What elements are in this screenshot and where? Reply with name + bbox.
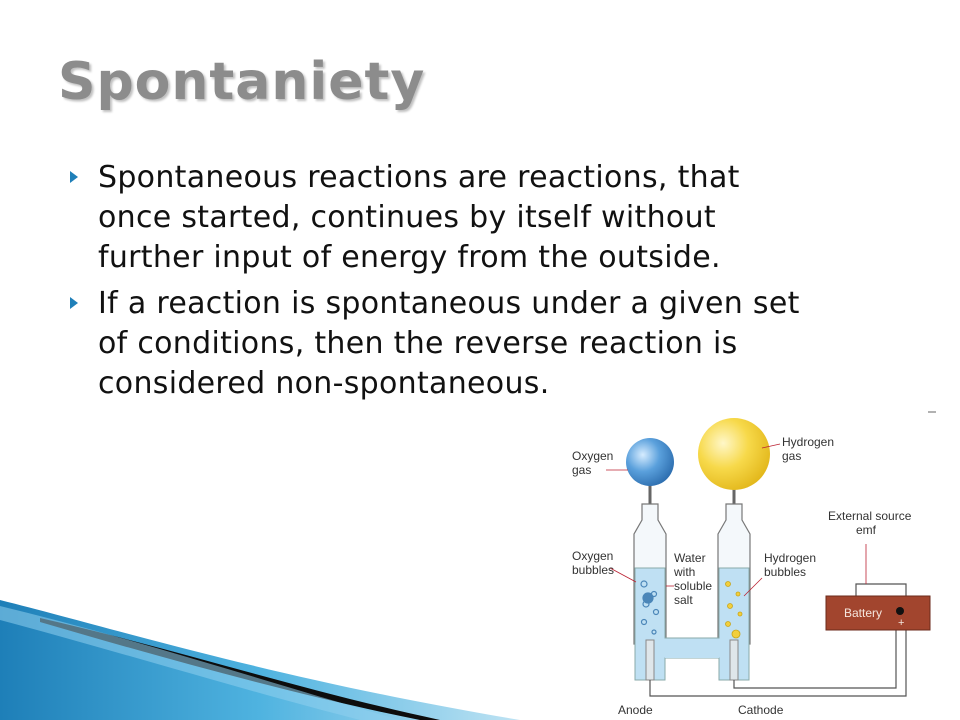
bullet-arrow-icon xyxy=(70,171,78,183)
label-hydrogen-bubbles: bubbles xyxy=(764,565,807,579)
label-hydrogen-gas: Hydrogen xyxy=(782,435,835,449)
battery-label: Battery xyxy=(844,606,883,620)
label-water: with xyxy=(674,565,696,579)
label-water: soluble xyxy=(674,579,713,593)
label-oxygen-bubbles: bubbles xyxy=(572,563,615,577)
label-hydrogen-gas: gas xyxy=(782,449,802,463)
label-external-source: External source xyxy=(828,509,912,523)
label-anode: Anode xyxy=(618,703,653,717)
bullet-line: Spontaneous reactions are reactions, that xyxy=(98,160,740,195)
oxygen-bulb xyxy=(626,438,674,486)
bullet-line: further input of energy from the outside. xyxy=(98,240,721,275)
electrolysis-illustration xyxy=(566,408,956,720)
bullet-item xyxy=(70,284,910,404)
bullet-item xyxy=(70,158,910,278)
bullet-line: considered non-spontaneous. xyxy=(98,366,550,401)
battery-plus-label: + xyxy=(898,617,905,629)
bullet-line: of conditions, then the reverse reaction is xyxy=(98,326,738,361)
label-oxygen-bubbles: Oxygen xyxy=(572,549,614,563)
electrolysis-diagram xyxy=(566,408,956,720)
slide-title: Spontaniety xyxy=(58,52,426,112)
label-external-source: emf xyxy=(856,523,877,537)
bullet-line: once started, continues by itself without xyxy=(98,200,716,235)
bullet-list xyxy=(70,158,910,410)
label-cathode: Cathode xyxy=(738,703,784,717)
hydrogen-bulb xyxy=(698,418,770,490)
label-hydrogen-bubbles: Hydrogen xyxy=(764,551,817,565)
label-water: Water xyxy=(674,551,706,565)
label-water: salt xyxy=(674,593,693,607)
bullet-arrow-icon xyxy=(70,297,78,309)
bullet-line: If a reaction is spontaneous under a given set xyxy=(98,286,800,321)
label-oxygen-gas: gas xyxy=(572,463,592,477)
label-oxygen-gas: Oxygen xyxy=(572,449,614,463)
decorative-swoosh xyxy=(0,600,520,720)
